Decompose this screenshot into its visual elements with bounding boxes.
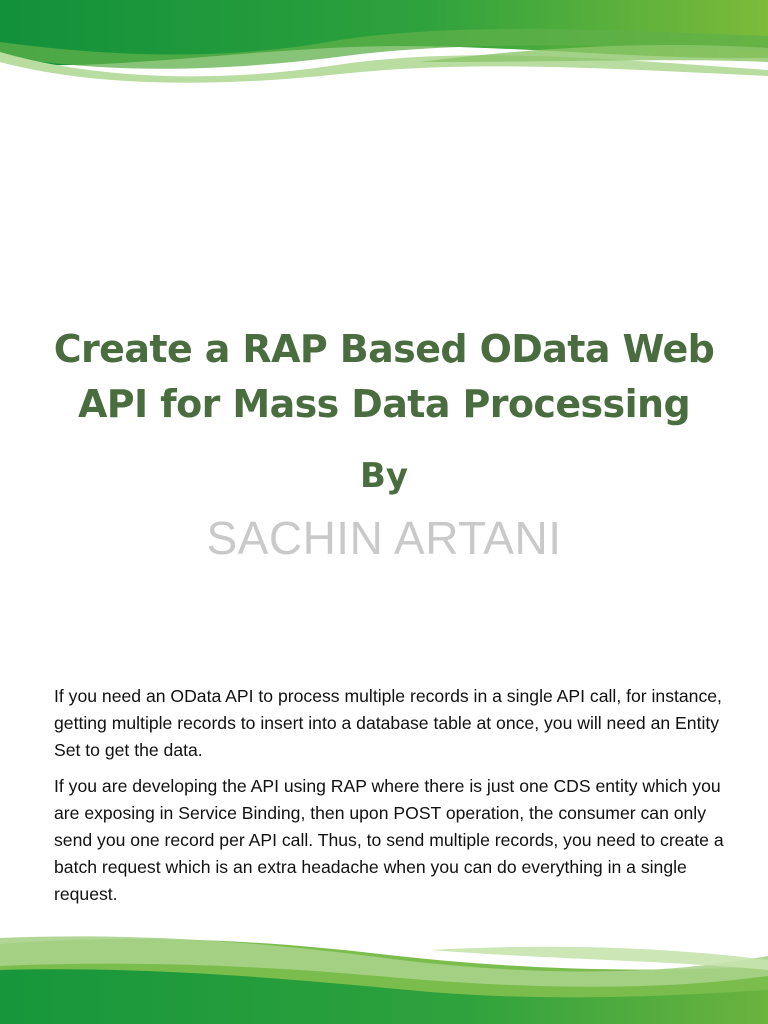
bottom-wave-banner — [0, 930, 768, 1024]
title-line-2: API for Mass Data Processing — [77, 382, 691, 426]
title-line-1: Create a RAP Based OData Web — [53, 327, 715, 371]
author-name: SACHIN ARTANI — [206, 512, 562, 564]
by-label: By — [359, 456, 409, 496]
paragraph-2: If you are developing the API using RAP where there is just one CDS entity which you are exposing in Service Binding, then upon POST operation, the consumer can only send you one record per API call. Thus, to send multiple records, you need to create a batch request which is an extra headache when you can do everything in a single request. — [54, 776, 724, 904]
intro-text — [54, 683, 726, 917]
paragraph-1: If you need an OData API to process multiple records in a single API call, for instance, getting multiple records to insert into a database table at once, you will need an Entity Set to get the data. — [54, 686, 722, 760]
document-title — [0, 322, 768, 432]
top-wave-banner — [0, 0, 768, 90]
